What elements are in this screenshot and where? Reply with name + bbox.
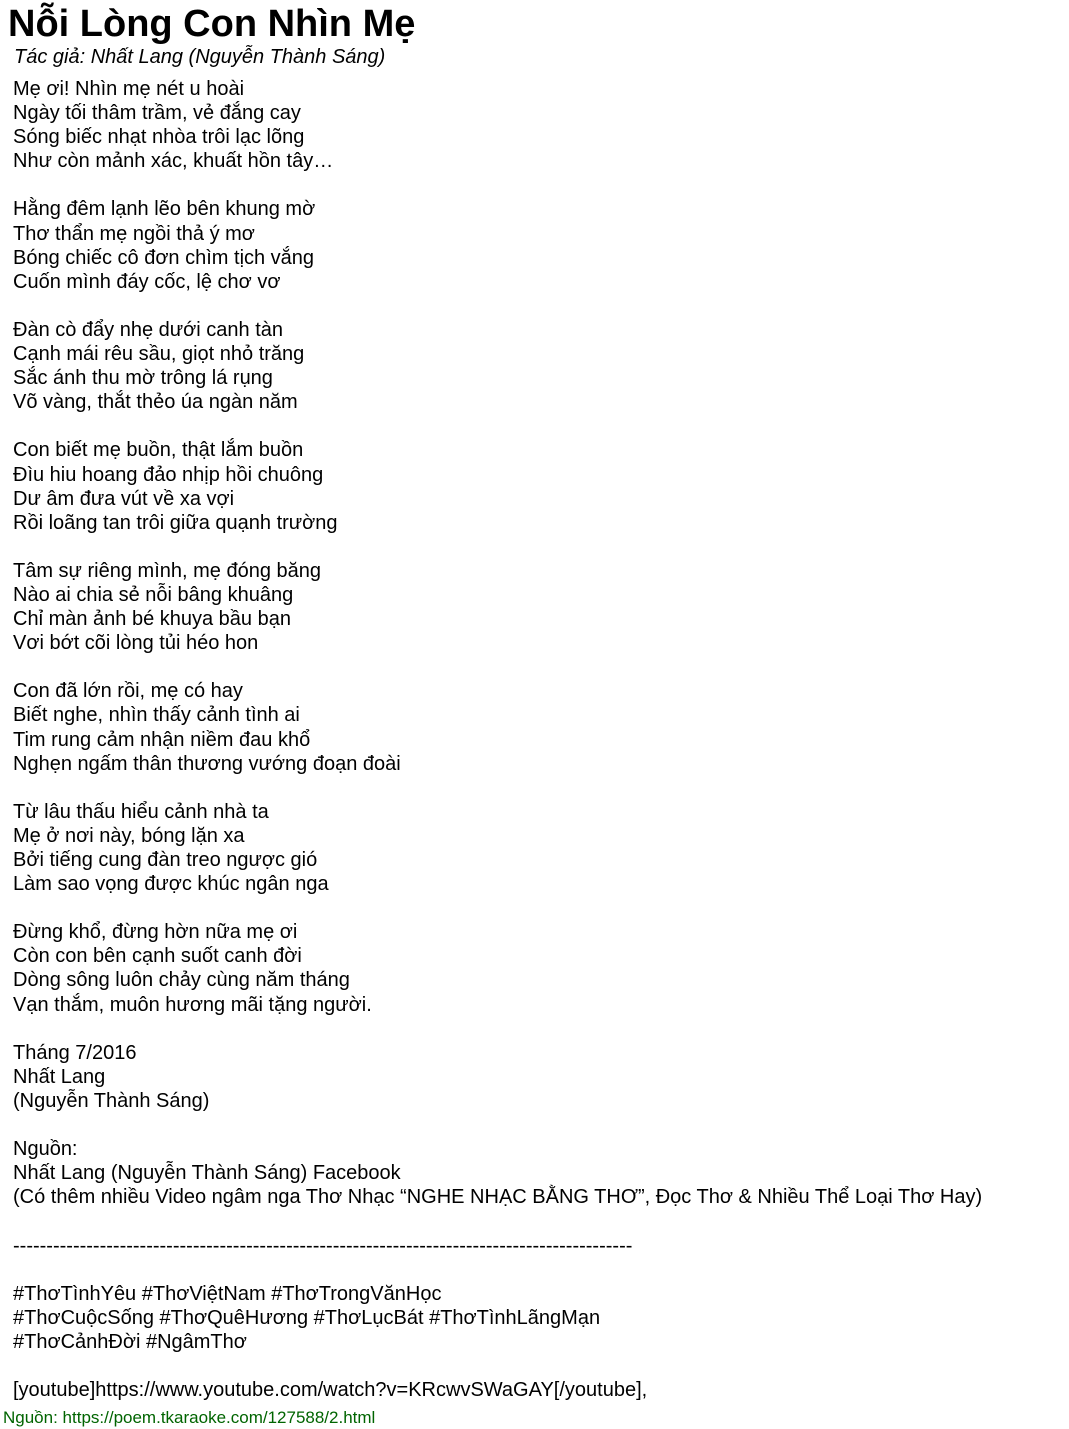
hashtag-line: #ThơTìnhYêu #ThơViệtNam #ThơTrongVănHọc — [13, 1282, 442, 1305]
poem-line: Tâm sự riêng mình, mẹ đóng băng — [13, 559, 321, 582]
poem-line: Như còn mảnh xác, khuất hồn tây… — [13, 150, 334, 173]
poem-line: Còn con bên cạnh suốt canh đời — [13, 945, 302, 968]
poem-line: Thơ thẩn mẹ ngồi thả ý mơ — [13, 222, 255, 245]
stanza — [13, 318, 1063, 414]
stanza — [13, 800, 1063, 896]
stanza — [13, 679, 1063, 775]
divider-line: --------------------------------------------------------------------------------------------- — [13, 1234, 633, 1257]
poem-line: Mẹ ở nơi này, bóng lặn xa — [13, 824, 245, 847]
poem-line: Tim rung cảm nhận niềm đau khổ — [13, 728, 311, 751]
source-label: Nguồn: — [13, 1138, 78, 1161]
poem-line: Nào ai chia sẻ nỗi bâng khuâng — [13, 583, 294, 606]
poem-line: Dòng sông luôn chảy cùng năm tháng — [13, 969, 350, 992]
poem-line: Dư âm đưa vút về xa vợi — [13, 487, 235, 510]
poem-line: Từ lâu thấu hiểu cảnh nhà ta — [13, 800, 269, 823]
poem-line: Nghẹn ngấm thân thương vướng đoạn đoài — [13, 752, 401, 775]
poem-line: Vơi bớt cõi lòng tủi héo hon — [13, 632, 259, 655]
poem-line: Võ vàng, thắt thẻo úa ngàn năm — [13, 391, 298, 414]
poem-line: Con đã lớn rồi, mẹ có hay — [13, 680, 243, 703]
poem-title: Nỗi Lòng Con Nhìn Mẹ — [8, 3, 416, 45]
signature-real-name: (Nguyễn Thành Sáng) — [13, 1089, 210, 1112]
source-name: Nhất Lang (Nguyễn Thành Sáng) Facebook — [13, 1162, 401, 1185]
stanza — [13, 920, 1063, 1016]
stanza — [13, 438, 1063, 534]
signature-pen-name: Nhất Lang — [13, 1065, 106, 1088]
hashtag-block — [13, 1282, 1063, 1354]
source-block — [13, 1137, 1063, 1209]
stanza — [13, 559, 1063, 655]
signature-block — [13, 1041, 1063, 1113]
poem-line: Làm sao vọng được khúc ngân nga — [13, 873, 329, 896]
poem-line: Đìu hiu hoang đảo nhịp hồi chuông — [13, 463, 324, 486]
poem-line: Cạnh mái rêu sầu, giọt nhỏ trăng — [13, 343, 305, 366]
poem-line: Bởi tiếng cung đàn treo ngược gió — [13, 849, 318, 871]
poem-line: Mẹ ơi! Nhìn mẹ nét u hoài — [13, 78, 245, 100]
stanza — [13, 197, 1063, 293]
footer-source-url: Nguồn: https://poem.tkaraoke.com/127588/2.html — [3, 1408, 376, 1427]
poem-line: Cuốn mình đáy cốc, lệ chơ vơ — [13, 270, 281, 293]
hashtag-line: #ThơCảnhĐời #NgâmThơ — [13, 1330, 247, 1353]
poem-line: Chỉ màn ảnh bé khuya bầu bạn — [13, 608, 291, 631]
poem-author: Tác giả: Nhất Lang (Nguyễn Thành Sáng) — [14, 46, 386, 68]
hashtag-line: #ThơCuộcSống #ThơQuêHương #ThơLụcBát #ThơTìnhLãngMạn — [13, 1306, 601, 1329]
poem-line: Bóng chiếc cô đơn chìm tịch vắng — [13, 246, 315, 269]
stanza — [13, 77, 1063, 173]
poem-line: Ngày tối thâm trầm, vẻ đắng cay — [13, 102, 301, 125]
poem-line: Sóng biếc nhạt nhòa trôi lạc lõng — [13, 126, 305, 149]
poem-body — [13, 77, 1063, 1402]
poem-line: Biết nghe, nhìn thấy cảnh tình ai — [13, 704, 300, 727]
poem-line: Sắc ánh thu mờ trông lá rụng — [13, 367, 273, 390]
youtube-embed-code: [youtube]https://www.youtube.com/watch?v=KRcwvSWaGAY[/youtube], — [13, 1379, 648, 1402]
poem-line: Con biết mẹ buồn, thật lắm buồn — [13, 439, 304, 462]
poem-line: Đàn cò đẩy nhẹ dưới canh tàn — [13, 318, 284, 341]
source-note: (Có thêm nhiều Video ngâm nga Thơ Nhạc “NGHE NHẠC BẰNG THƠ”, Đọc Thơ & Nhiều Thể Loại Thơ Hay) — [13, 1186, 983, 1209]
poem-line: Vạn thắm, muôn hương mãi tặng người. — [13, 993, 372, 1016]
poem-line: Rồi loãng tan trôi giữa quạnh trường — [13, 511, 338, 534]
poem-line: Đừng khổ, đừng hờn nữa mẹ ơi — [13, 921, 298, 944]
poem-line: Hằng đêm lạnh lẽo bên khung mờ — [13, 198, 316, 221]
signature-date: Tháng 7/2016 — [13, 1041, 137, 1064]
